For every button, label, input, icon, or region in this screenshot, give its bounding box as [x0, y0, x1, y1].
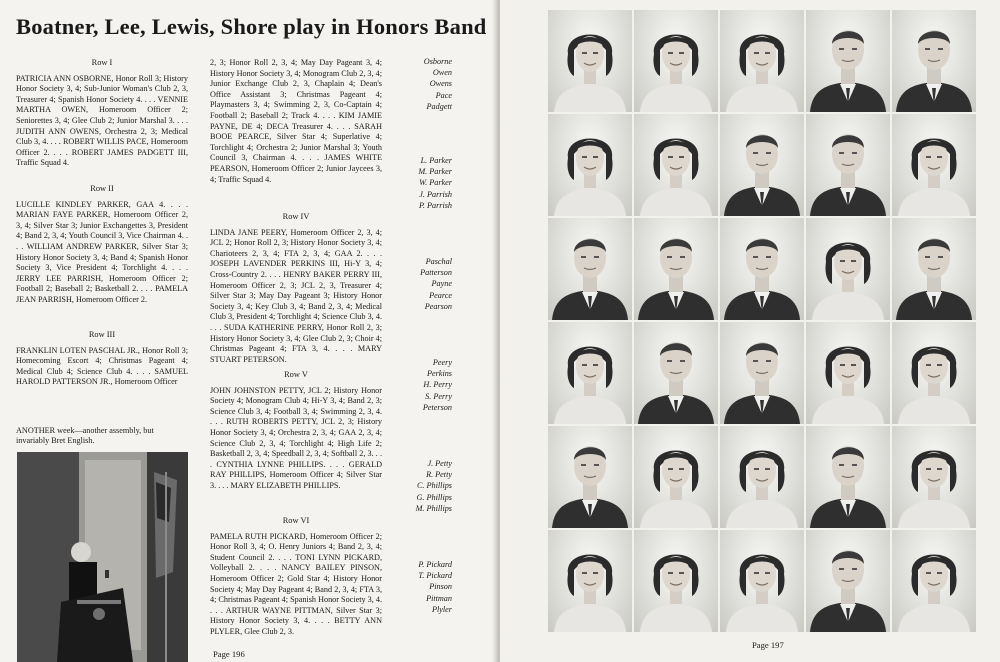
- right-page: [500, 0, 1000, 662]
- student-portrait: [892, 322, 976, 424]
- student-portrait: [720, 218, 804, 320]
- portrait-silhouette: [806, 322, 890, 424]
- student-portrait: [548, 322, 632, 424]
- page-number-left: Page 196: [213, 649, 245, 659]
- name-label: Pearce: [429, 290, 452, 300]
- student-portrait: [720, 426, 804, 528]
- portrait-silhouette: [806, 114, 890, 216]
- student-portrait: [806, 322, 890, 424]
- bio-block-row-1-cont: [210, 58, 382, 204]
- portrait-silhouette: [548, 10, 632, 112]
- student-portrait: [806, 114, 890, 216]
- name-label: W. Parker: [419, 178, 452, 188]
- portrait-silhouette: [720, 114, 804, 216]
- bio-text: JOHN JOHNSTON PETTY, JCL 2; History Honor Society 4; Monogram Club 4; Hi-Y 3, 4; Band 2, 3; Science Club 3, 4; Football 3, 4; Swimming 2, 3, 4. . . . RUTH ROBERTS PETTY, JCL 2, 3; History Honor Society 3, 4; Orchestra 2, 3, 4; GAA 2, 3, 4; Science Club 2, 3, 4; Torchlight 4; High Life 2; Basketball 2, 3, 4; Speedball 2, 3, 4; Softball 2, 3. . . . CYNTHIA LYNNE PHILLIPS. . . . GERALD RAY PHILLIPS, Homeroom Officer 4; Silver Star 3. . . . MARY ELIZABETH PHILLIPS.: [210, 385, 382, 490]
- name-label: H. Perry: [423, 380, 452, 390]
- portrait-silhouette: [548, 322, 632, 424]
- student-portrait: [548, 426, 632, 528]
- row-heading: Row II: [90, 184, 114, 193]
- bio-block-row-4: [210, 212, 382, 364]
- student-portrait: [634, 426, 718, 528]
- name-label: Peery: [432, 358, 452, 367]
- name-label: M. Parker: [418, 167, 452, 177]
- name-label: T. Pickard: [418, 571, 452, 581]
- portrait-silhouette: [548, 530, 632, 632]
- portrait-silhouette: [720, 322, 804, 424]
- bio-block-row-5: [210, 370, 382, 506]
- portrait-silhouette: [806, 218, 890, 320]
- name-label: Pearson: [424, 301, 452, 311]
- biography-column-2: [210, 58, 382, 638]
- student-portrait: [634, 10, 718, 112]
- name-label: Pittman: [426, 593, 452, 603]
- name-label: Plyler: [431, 604, 452, 614]
- portrait-silhouette: [806, 10, 890, 112]
- bio-text: LINDA JANE PEERY, Homeroom Officer 2, 3, 4; JCL 2; Honor Roll 2, 3; History Honor Society 3, 4; Charioteers 2, 3, 4; FTA 2, 3, 4; GAA 2. . . . JOSEPH LAVENDER PERKINS III, Hi-Y 3, 4; Cross-Country 2. . . . HENRY BAKER PERRY III, Homeroom Officer 2, 3; JCL 2, 3, Treasurer 4; Silver Star 3; May Day Pageant 3; History Honor Society 3, 4; Key Club 3, 4; Band 2, 3, 4; Medical Club 3, President 4; Torchlight 4; Science Club 3, 4. . . . SUDA KATHERINE PERRY, Honor Roll 2, 3; History Honor Society 3, 4; Glee Club 2, 3; Choir 4; Christmas Pageant 4; FTA 3, 4. . . . MARY STUART PETERSON.: [210, 227, 382, 364]
- portrait-silhouette: [806, 530, 890, 632]
- page-number-right: Page 197: [752, 640, 784, 650]
- bio-block-row-1: [16, 58, 188, 178]
- student-portrait: [720, 114, 804, 216]
- left-page: [0, 0, 496, 662]
- name-label: Osborne: [423, 57, 452, 66]
- name-label: P. Parrish: [418, 200, 452, 210]
- name-label: M. Phillips: [415, 503, 452, 513]
- bio-text: PATRICIA ANN OSBORNE, Honor Roll 3; History Honor Society 3, 4; Sub-Junior Woman's Club 2, 3, Treasurer 4; Spanish Honor Society 4. . . . VENNIE MARTHA OWEN, Homeroom Officer 2; Seniorettes 3, 4; Glee Club 2; Junior Marshal 3. . . . JUDITH ANN OWENS, Orchestra 2, 3; Medical Club 3, 4. . . . ROBERT WILLIS PACE, Homeroom Officer 2. . . . ROBERT JAMES PADGETT III, Traffic Squad 4.: [16, 73, 188, 168]
- name-label: Peterson: [422, 402, 452, 412]
- student-portrait: [548, 114, 632, 216]
- portrait-silhouette: [720, 218, 804, 320]
- name-label: Pace: [435, 90, 452, 100]
- student-portrait: [548, 530, 632, 632]
- portrait-silhouette: [892, 530, 976, 632]
- portrait-silhouette: [892, 114, 976, 216]
- name-group-2: [384, 155, 452, 211]
- row-heading: Row VI: [282, 516, 310, 525]
- student-portrait: [806, 530, 890, 632]
- portrait-silhouette: [634, 114, 718, 216]
- row-heading: Row III: [88, 330, 116, 339]
- student-portrait: [720, 10, 804, 112]
- name-label: J. Parrish: [419, 189, 452, 199]
- student-portrait: [806, 426, 890, 528]
- student-portrait: [634, 114, 718, 216]
- name-label: J. Petty: [427, 459, 452, 468]
- portrait-silhouette: [634, 322, 718, 424]
- student-portrait: [720, 322, 804, 424]
- name-label: S. Perry: [425, 391, 452, 401]
- portrait-silhouette: [634, 530, 718, 632]
- portrait-silhouette: [892, 426, 976, 528]
- biography-column-1: [16, 58, 188, 388]
- row-heading: Row I: [91, 58, 113, 67]
- assembly-photo-image: [17, 452, 188, 662]
- bio-block-row-6: [210, 516, 382, 638]
- row-heading: Row V: [284, 370, 308, 379]
- name-label: Owen: [432, 68, 452, 78]
- name-group-3: [384, 256, 452, 312]
- name-label: G. Phillips: [416, 492, 452, 502]
- portrait-silhouette: [548, 426, 632, 528]
- student-portrait: [806, 10, 890, 112]
- portrait-silhouette: [634, 426, 718, 528]
- name-label: Owens: [429, 79, 452, 89]
- portrait-silhouette: [892, 218, 976, 320]
- student-portrait: [634, 322, 718, 424]
- student-portrait: [634, 218, 718, 320]
- student-portrait: [548, 218, 632, 320]
- portrait-silhouette: [634, 10, 718, 112]
- page-headline: Boatner, Lee, Lewis, Shore play in Honors Band: [16, 14, 487, 39]
- photo-caption: ANOTHER week—another assembly, but invariably Bret English.: [16, 426, 154, 446]
- name-label: Pinson: [429, 582, 452, 592]
- name-group-1: [384, 56, 452, 112]
- student-portrait: [806, 218, 890, 320]
- name-label: R. Petty: [426, 470, 452, 480]
- row-heading: Row IV: [282, 212, 310, 221]
- bio-text: PAMELA RUTH PICKARD, Homeroom Officer 2; Honor Roll 3, 4; O. Henry Juniors 4; Band 2, 3, 4; Student Council 2. . . . TONI LYNN PICKARD, Volleyball 2. . . . NANCY BAILEY PINSON, Homeroom Officer 2; Gold Star 4; History Honor Society 4; May Day Pageant 4; Band 2, 3, 4; FTA 3, 4; Christmas Pageant 4; Spanish Honor Society 3, 4. . . . ARTHUR WAYNE PITTMAN, Silver Star 3; History Honor Society 3, 4. . . . BETTY ANN PLYLER, Glee Club 2, 3.: [210, 531, 382, 636]
- student-portrait: [892, 114, 976, 216]
- student-portrait: [892, 218, 976, 320]
- portrait-silhouette: [720, 530, 804, 632]
- bio-block-row-3: [16, 330, 188, 388]
- student-portrait: [892, 426, 976, 528]
- portrait-silhouette: [720, 426, 804, 528]
- bio-text: FRANKLIN LOTEN PASCHAL JR., Honor Roll 3; Homecoming Escort 4; Christmas Pageant 4; Medical Club 4; Science Club 4. . . . SAMUEL HAROLD PATTERSON JR., Homeroom Officer: [16, 345, 188, 387]
- portrait-silhouette: [548, 114, 632, 216]
- name-label: P. Pickard: [418, 560, 452, 569]
- student-portrait: [548, 10, 632, 112]
- bio-text: LUCILLE KINDLEY PARKER, GAA 4. . . . MARIAN FAYE PARKER, Homeroom Officer 2, 3, 4; Silver Star 3; Junior Exchangettes 3, President 4; Band 2, 3, 4; Youth Council 3, Vice Chairman 4. . . . WILLIAM ANDREW PARKER, Silver Star 3; History Honor Society 3, 4; Band 4; Spanish Honor Society 3, Vice President 4; Torchlight 4. . . . JERRY LEE PARRISH, Homeroom Officer 2; Football 2; Baseball 2; Basketball 2. . . . PAMELA JEAN PARRISH, Homeroom Officer 2.: [16, 199, 188, 304]
- name-label: L. Parker: [420, 156, 452, 165]
- portrait-silhouette: [806, 426, 890, 528]
- assembly-photo: [17, 452, 188, 662]
- name-label: Patterson: [420, 268, 452, 278]
- name-group-4: [384, 357, 452, 413]
- name-label: C. Phillips: [416, 481, 452, 491]
- portrait-silhouette: [548, 218, 632, 320]
- name-label: Padgett: [426, 101, 452, 111]
- bio-block-row-2: [16, 184, 188, 320]
- name-group-6: [384, 559, 452, 615]
- student-portrait: [892, 10, 976, 112]
- portrait-silhouette: [892, 322, 976, 424]
- portrait-silhouette: [720, 10, 804, 112]
- name-group-5: [384, 458, 452, 514]
- name-label: Paschal: [425, 257, 452, 266]
- portrait-silhouette: [892, 10, 976, 112]
- portrait-grid: [548, 10, 976, 632]
- student-portrait: [634, 530, 718, 632]
- student-portrait: [892, 530, 976, 632]
- bio-text: 2, 3; Honor Roll 2, 3, 4; May Day Pageant 3, 4; History Honor Society 3, 4; Monogram Club 2, 3, 4; Junior Exchange Club 2, 3, Chaplain 4; Dean's Office Assistant 3; Christmas Pageant 4; Playmasters 3, 4; Swimming 2, 3, Co-Captain 4; Football 2; Baseball 2; Track 4. . . . KIM JAMIE PAYNE, DE 4; DECA Treasurer 4. . . . SARAH BOOE PEARCE, Silver Star 4; Superlative 4; Torchlight 4; Orchestra 2; Junior Marshal 3; Youth Council 3, Chairman 4. . . . JAMES WHITE PEARSON, Homeroom Officer 2; Junior Jaycees 3, 4; Traffic Squad 4.: [210, 58, 382, 184]
- name-label: Perkins: [426, 369, 452, 379]
- portrait-silhouette: [634, 218, 718, 320]
- student-portrait: [720, 530, 804, 632]
- name-label: Payne: [431, 279, 452, 289]
